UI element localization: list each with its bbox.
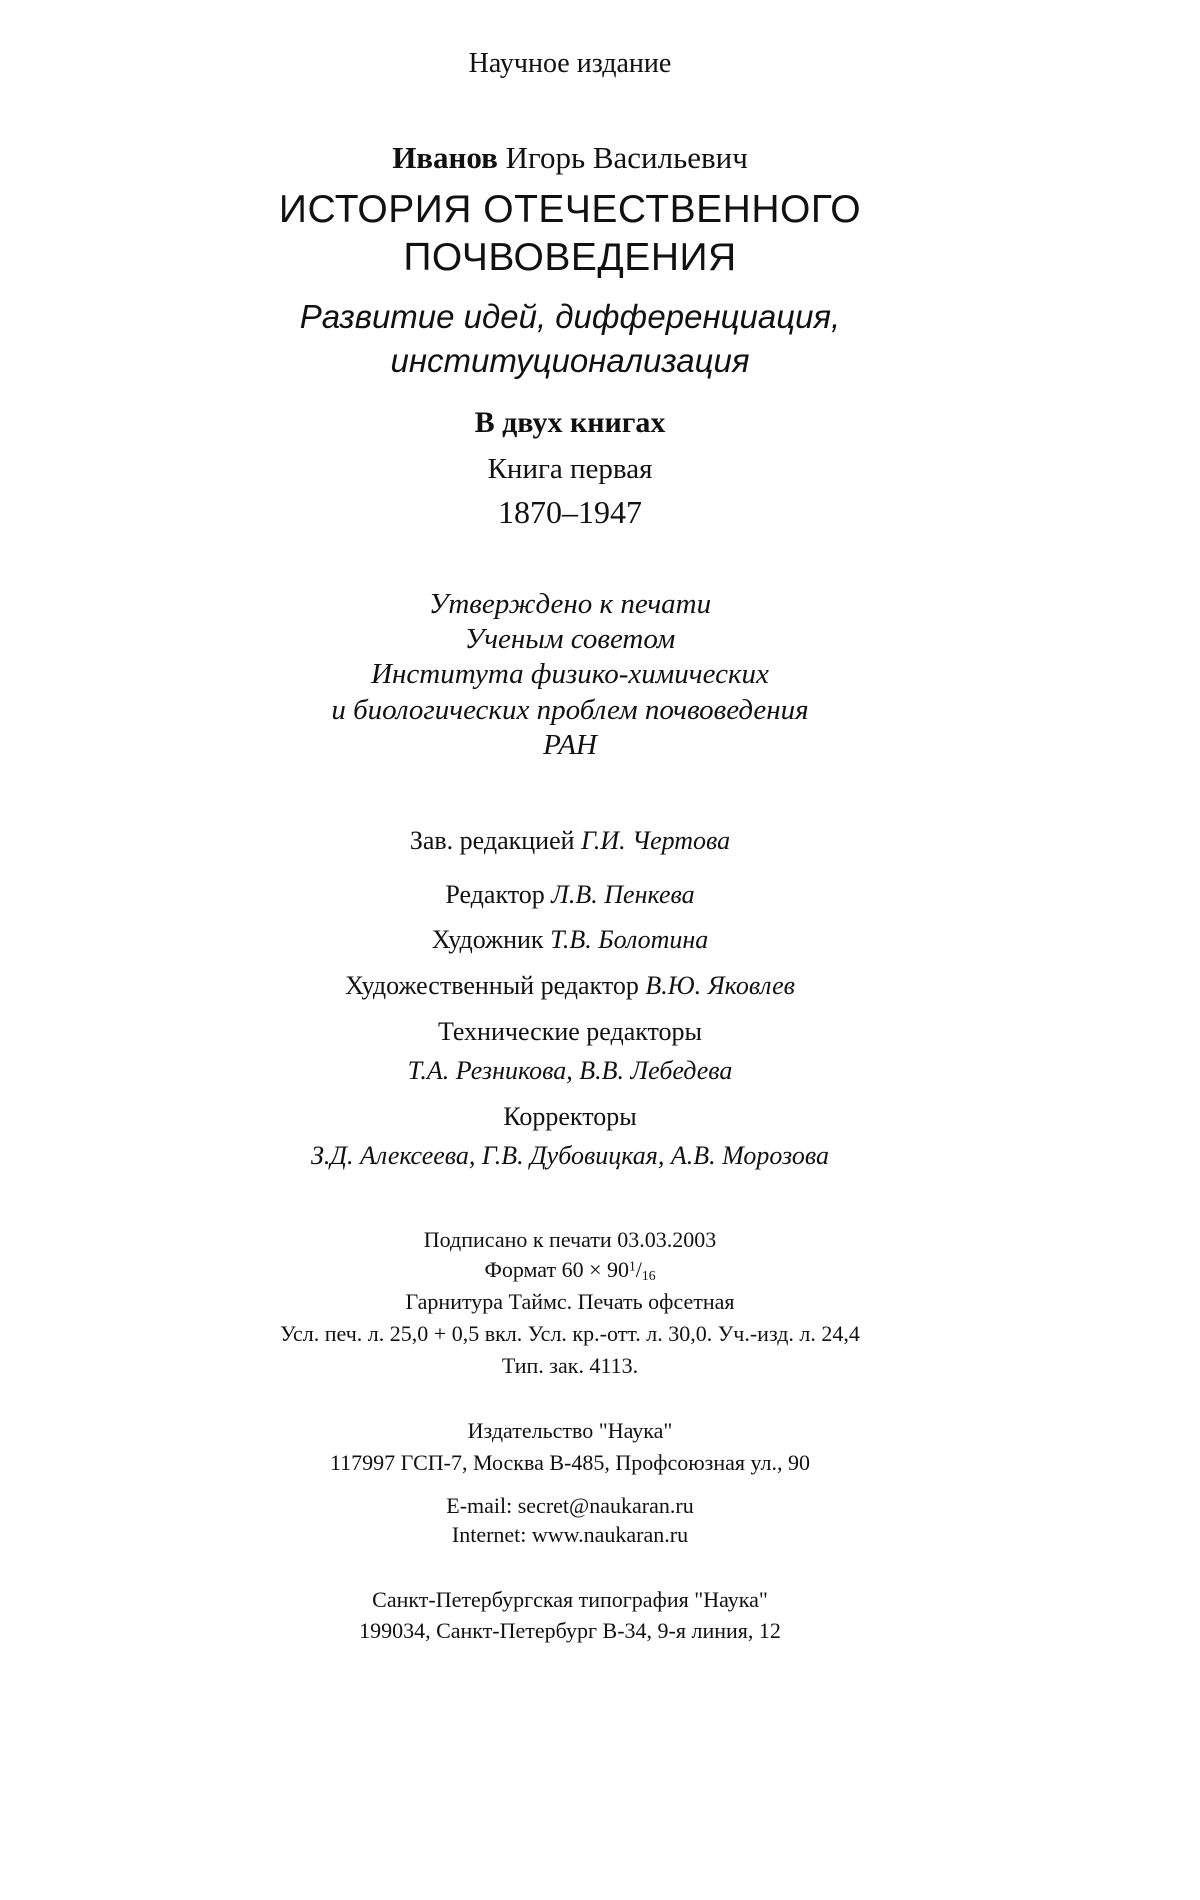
credit-name: Т.В. Болотина [550,925,709,954]
author-given-names: Игорь Васильевич [505,140,748,175]
imprint-sheets: Усл. печ. л. 25,0 + 0,5 вкл. Усл. кр.-отт. л. 30,0. Уч.-изд. л. 24,4 [280,1321,860,1346]
approval-line: Ученым советом [464,623,676,655]
approval-line: и биологических проблем почвоведения [331,694,809,726]
credit-proof-label: Корректоры [503,1102,637,1131]
credit-art-editor [0,971,1140,1001]
credit-tech-names: Т.А. Резникова, В.В. Лебедева [407,1056,733,1085]
credit-label: Зав. редакцией [409,826,575,855]
book-number: Книга первая [487,453,653,485]
volumes-note: В двух книгах [474,406,666,439]
credit-artist [0,925,1140,955]
credit-proof-names: З.Д. Алексеева, Г.В. Дубовицкая, А.В. Морозова [311,1141,829,1170]
imprint-order: Тип. зак. 4113. [501,1353,639,1378]
approval-line: РАН [543,729,597,761]
author-surname: Иванов [392,140,498,175]
publisher-name: Издательство "Наука" [467,1418,673,1443]
credit-name: В.Ю. Яковлев [645,971,795,1000]
subtitle-line-2: институционализация [390,342,750,379]
title-line-1: ИСТОРИЯ ОТЕЧЕСТВЕННОГО [278,188,862,231]
format-slash: / [635,1257,642,1282]
subtitle-line-1: Развитие идей, дифференциация, [299,298,841,335]
format-denominator: 16 [641,1267,656,1283]
publisher-address: 117997 ГСП-7, Москва В-485, Профсоюзная ул., 90 [329,1450,811,1475]
imprint-signed: Подписано к печати 03.03.2003 [423,1227,717,1252]
format-numerator: 1 [628,1258,636,1274]
credit-name: Л.В. Пенкева [551,880,695,909]
credit-name: Г.И. Чертова [581,826,731,855]
printer-address: 199034, Санкт-Петербург В-34, 9-я линия, 12 [359,1618,781,1643]
credit-editor [0,880,1140,910]
approval-line: Института физико-химических [371,658,769,690]
format-text: Формат 60 × 90 [484,1257,629,1282]
years-range: 1870–1947 [498,494,642,530]
credit-label: Редактор [445,880,545,909]
credit-label: Художественный редактор [345,971,639,1000]
credit-label: Художник [431,925,544,954]
publisher-email: E-mail: secret@naukaran.ru [446,1493,694,1518]
series-label: Научное издание [468,48,672,79]
credit-tech-label: Технические редакторы [437,1017,703,1046]
author-line [0,140,1140,176]
credit-head-editor [0,826,1140,856]
approval-line: Утверждено к печати [428,588,712,620]
imprint-typeface: Гарнитура Таймс. Печать офсетная [405,1289,735,1314]
imprint-format [0,1257,1140,1284]
publisher-website: Internet: www.naukaran.ru [451,1522,689,1547]
printer-name: Санкт-Петербургская типография "Наука" [372,1587,768,1612]
title-line-2: ПОЧВОВЕДЕНИЯ [403,236,737,279]
